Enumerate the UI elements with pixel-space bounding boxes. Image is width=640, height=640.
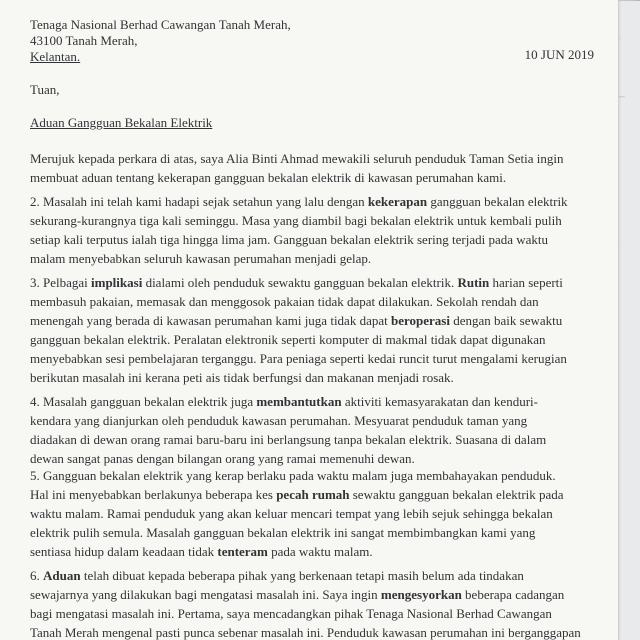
paragraph-line (30, 466, 600, 485)
paragraph (30, 273, 600, 387)
paragraph-line (30, 273, 600, 292)
text-run: berikutan masalah ini kerana peti ais tidak berfungsi dan makanan menjadi rosak. (30, 370, 454, 385)
paragraph-line (30, 349, 600, 368)
text-run: sewajarnya yang dilakukan bagi mengatasi masalah ini. Saya ingin (30, 587, 381, 602)
bold-term: Rutin (457, 275, 490, 290)
bold-term: mengesyorkan (380, 587, 462, 602)
paragraph-line (30, 411, 600, 430)
text-run: bagi mengatasi masalah ini. Pertama, saya mencadangkan pihak Tenaga Nasional Berhad Cawangan (30, 606, 552, 621)
text-run: dialami oleh penduduk sewaktu gangguan bekalan elektrik. (142, 275, 458, 290)
text-run: 5. Gangguan bekalan elektrik yang kerap berlaku pada waktu malam juga membahayakan penduduk. (30, 468, 556, 483)
text-run: harian seperti (489, 275, 563, 290)
bold-term: Aduan (43, 568, 81, 583)
text-run: sekurang-kurangnya tiga kali seminggu. Masa yang diambil bagi bekalan elektrik untuk kembali pulih (30, 213, 562, 228)
text-run: aktiviti kemasyarakatan dan kenduri- (341, 394, 538, 409)
text-run: 2. Masalah ini telah kami hadapi sejak setahun yang lalu dengan (30, 194, 368, 209)
address-line: Kelantan. (30, 49, 81, 64)
paragraph-line (30, 249, 600, 268)
text-run: membuat aduan tentang kekerapan gangguan bekalan elektrik di kawasan perumahan kami. (30, 170, 507, 185)
paragraph-line (30, 168, 600, 187)
text-run: beberapa cadangan (461, 587, 565, 602)
text-run: kendara yang dianjurkan oleh penduduk kawasan perumahan. Mesyuarat penduduk taman yang (30, 413, 528, 428)
text-run: elektrik pulih semula. Masalah gangguan bekalan elektrik ini sangat membimbangkan kami yang (30, 525, 536, 540)
paragraph-line (30, 192, 600, 211)
text-run: menyebabkan sesi pembelajaran terganggu. Para peniaga seperti kedai runcit turut mengalami kerugian (30, 351, 567, 366)
paragraph-line (30, 566, 600, 585)
paragraph-line (30, 504, 600, 523)
text-run: malam menyebabkan seluruh kawasan perumahan menjadi gelap. (30, 251, 372, 266)
text-run: waktu malam. Ramai penduduk yang akan keluar mencari tempat yang lebih sejuk sehingga bekalan (30, 506, 553, 521)
paragraph (30, 466, 600, 561)
text-run: Tanah Merah mengenal pasti punca sebenar masalah ini. Penduduk kawasan perumahan ini berganggapan (30, 625, 581, 640)
bold-term: kekerapan (367, 194, 428, 209)
address-line: Tenaga Nasional Berhad Cawangan Tanah Merah, (30, 17, 291, 32)
paragraph-line (30, 485, 600, 504)
address-line: 43100 Tanah Merah, (30, 33, 138, 48)
paragraph-line (30, 585, 600, 604)
text-run: Merujuk kepada perkara di atas, saya Alia Binti Ahmad mewakili seluruh penduduk Taman Setia ingin (30, 151, 564, 166)
paragraph-line (30, 230, 600, 249)
paragraph-line (30, 430, 600, 449)
text-run: dengan baik sewaktu (449, 313, 563, 328)
text-run: 4. Masalah gangguan bekalan elektrik juga (30, 394, 257, 409)
paragraph-line (30, 368, 600, 387)
text-run: pada waktu malam. (267, 544, 373, 559)
text-run: setiap kali terputus ialah tiga hingga lima jam. Gangguan bekalan elektrik sering terjadi pada waktu (30, 232, 549, 247)
text-run: sentiasa hidup dalam keadaan tidak (30, 544, 218, 559)
paragraph (30, 392, 600, 468)
paragraph (30, 149, 600, 187)
paragraph-line (30, 523, 600, 542)
paragraph-line (30, 149, 600, 168)
recipient-address (30, 17, 590, 65)
text-run: dewan sangat panas dengan bilangan orang yang ramai memenuhi dewan. (30, 451, 415, 466)
bold-term: membantutkan (256, 394, 342, 409)
bold-term: beroperasi (390, 313, 450, 328)
paragraph-line (30, 604, 600, 623)
text-run: 3. Pelbagai (30, 275, 92, 290)
paragraph-line (30, 623, 600, 640)
paragraph-line (30, 542, 600, 561)
paragraph-line (30, 392, 600, 411)
paragraph-line (30, 330, 600, 349)
paragraph-line (30, 292, 600, 311)
text-run: membasuh pakaian, memasak dan menggosok pakaian tidak dapat dilakukan. Sekolah rendah dan (30, 294, 539, 309)
bold-term: implikasi (91, 275, 143, 290)
paragraph (30, 566, 600, 640)
text-run: telah dibuat kepada beberapa pihak yang berkenaan tetapi masih belum ada tindakan (80, 568, 524, 583)
paragraph-line (30, 311, 600, 330)
paragraph (30, 192, 600, 268)
text-run: diadakan di dewan orang ramai baru-baru ini berlangsung tanpa bekalan elektrik. Suasana di dalam (30, 432, 547, 447)
text-run: 6. (30, 568, 43, 583)
paragraph-line (30, 211, 600, 230)
letter-date: 10 JUN 2019 (524, 47, 594, 62)
text-run: menengah yang berada di kawasan perumahan kami juga tidak dapat (30, 313, 391, 328)
bold-term: pecah rumah (276, 487, 350, 502)
text-run: Hal ini menyebabkan berlakunya beberapa kes (30, 487, 277, 502)
text-run: sewaktu gangguan bekalan elektrik pada (349, 487, 564, 502)
text-run: gangguan bekalan elektrik. Peralatan elektronik seperti komputer di makmal tidak dapat digunakan (30, 332, 546, 347)
text-run: gangguan bekalan elektrik (427, 194, 568, 209)
letter-subject: Aduan Gangguan Bekalan Elektrik (30, 115, 213, 130)
bold-term: tenteram (217, 544, 268, 559)
salutation: Tuan, (30, 82, 60, 97)
